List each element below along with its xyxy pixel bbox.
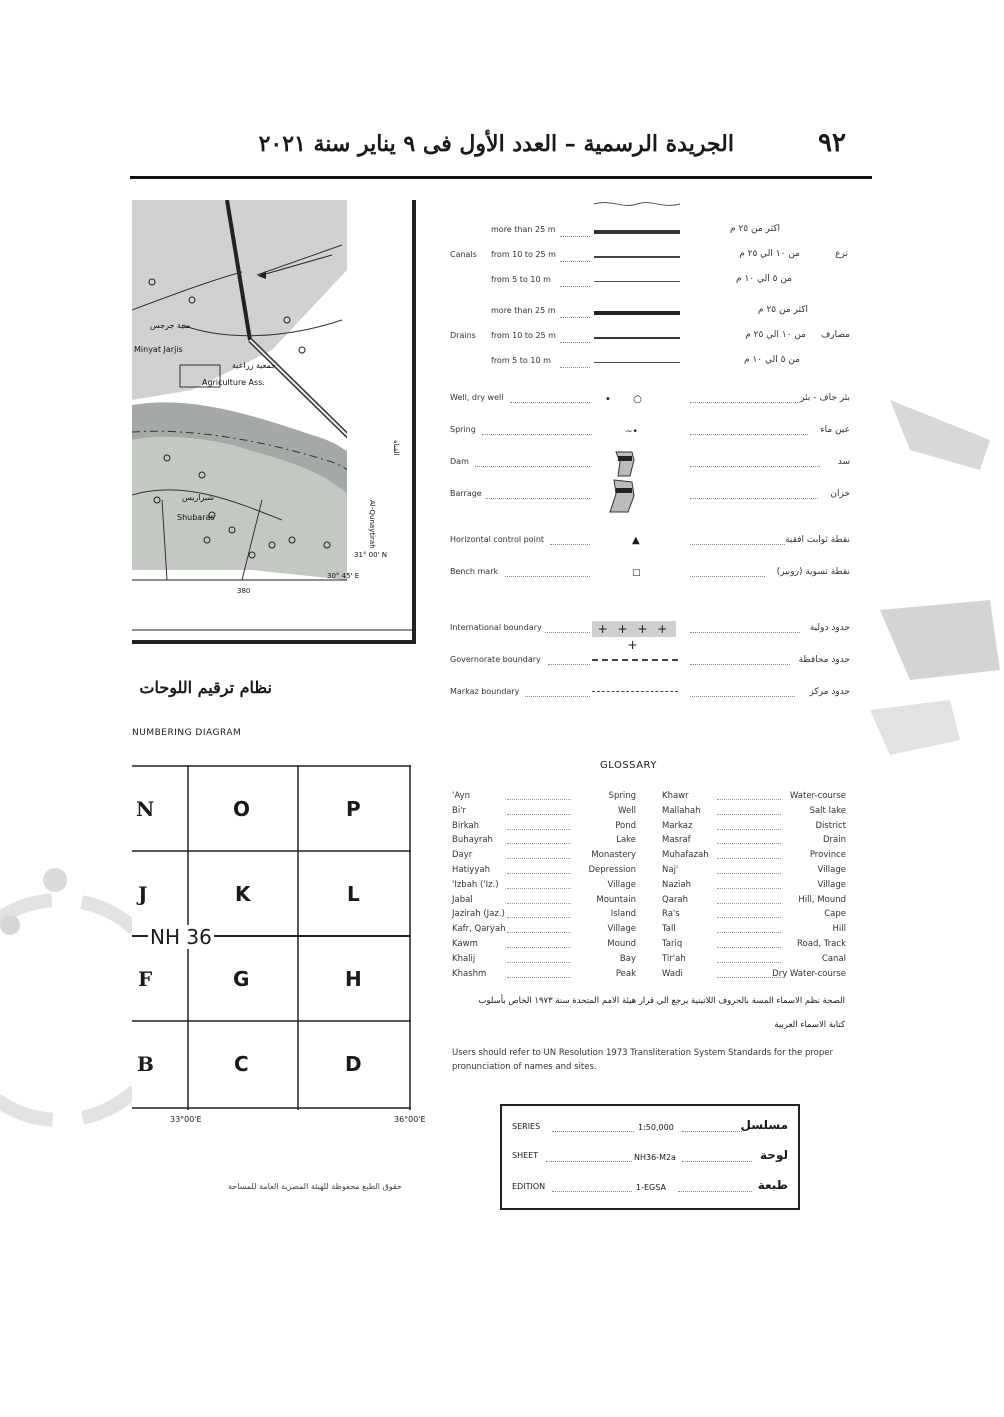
- legend-barrage-en: Barrage: [450, 489, 482, 498]
- watermark-left-logo: [0, 860, 132, 1160]
- legend-canal-2-ar: من ١٠ الي ٢٥ م: [739, 249, 800, 259]
- map-lat-label: 31° 00' N: [354, 551, 387, 559]
- grid-cell-c: C: [234, 1052, 249, 1076]
- glossary-meaning: Village: [607, 879, 636, 890]
- glossary-meaning: Depression: [588, 865, 636, 875]
- numbering-title: نظام ترقيم اللوحات: [139, 678, 272, 697]
- map-label-qunaytirah-en: Al-Qunaytirah: [368, 500, 376, 549]
- sheet-label-ar: لوحة: [760, 1148, 788, 1162]
- glossary-term: Bi'r: [452, 805, 467, 816]
- glossary-meaning: Village: [817, 879, 846, 890]
- glossary-meaning: Bay: [619, 953, 636, 964]
- glossary-meaning: Road, Track: [797, 939, 846, 949]
- glossary-term: Jabal: [452, 894, 473, 905]
- legend-spring-ar: عين ماء: [820, 425, 850, 435]
- legend-control-point-en: Horizontal control point: [450, 535, 545, 544]
- glossary-meaning: Salt lake: [809, 805, 846, 816]
- map-label-shubaras-en: Shubaras: [177, 513, 215, 522]
- legend-drain-thin-line: [594, 362, 680, 363]
- leader-dots: [560, 261, 590, 262]
- legend-intl-boundary-en: International boundary: [450, 623, 542, 632]
- legend-canal-thin-line: [594, 281, 680, 282]
- barrage-symbol-icon: [606, 478, 638, 514]
- leader-dots: [545, 632, 590, 633]
- glossary-meaning: Lake: [616, 835, 636, 846]
- glossary-term: Birkah: [452, 820, 480, 831]
- glossary-meaning: Peak: [615, 968, 636, 979]
- numbering-subtitle: NUMBERING DIAGRAM: [132, 728, 242, 738]
- map-label-agric-ar: جمعية زراعية: [232, 361, 277, 370]
- leader-dots: [546, 1161, 632, 1162]
- legend-canal-1-ar: اكثر من ٢٥ م: [730, 224, 780, 234]
- map-label-minyat-ar: منية جرجس: [150, 321, 191, 330]
- legend-drains-group: Drains: [450, 331, 476, 340]
- leader-dots: [550, 544, 590, 545]
- glossary-term: Tariq: [662, 939, 683, 949]
- grid-lon-right: 36°00'E: [394, 1115, 426, 1124]
- glossary-term: Muhafazah: [662, 850, 709, 861]
- leader-dots: [560, 342, 590, 343]
- glossary-term: Khalij: [452, 953, 476, 964]
- glossary-term: Khawr: [662, 791, 689, 801]
- grid-cell-l: L: [347, 882, 360, 906]
- grid-lon-left: 33°00'E: [170, 1115, 202, 1124]
- glossary-term: Naj': [662, 865, 679, 875]
- gov-boundary-symbol: [592, 659, 678, 661]
- grid-cell-p: P: [346, 797, 361, 821]
- leader-dots: [505, 576, 590, 577]
- header-rule: [130, 176, 872, 179]
- numbering-grid: [132, 765, 412, 1110]
- legend-gov-boundary-ar: حدود محافظة: [798, 655, 850, 665]
- intl-boundary-symbol: + + + + +: [592, 621, 676, 637]
- map-label-minyat-en: Minyat Jarjis: [134, 345, 183, 354]
- leader-dots: [682, 1131, 742, 1132]
- glossary-term: 'Izbah ('Iz.): [452, 879, 499, 890]
- leader-dots: [552, 1131, 634, 1132]
- legend-watercourse-symbol: [592, 196, 682, 210]
- glossary-term: Khashm: [452, 968, 487, 979]
- legend-well-en: Well, dry well: [450, 393, 504, 402]
- legend-drains-group-ar: مصارف: [820, 330, 850, 340]
- legend-canal-3-ar: من ٥ الي ١٠ م: [736, 274, 792, 284]
- glossary-term: Masraf: [662, 835, 691, 846]
- edition-label: EDITION: [512, 1182, 546, 1191]
- grid-sheet-name: NH 36: [150, 925, 212, 949]
- edition-value: 1-EGSA: [636, 1183, 666, 1192]
- leader-dots: [510, 402, 590, 403]
- series-value: 1:50,000: [638, 1123, 674, 1132]
- legend-bench-mark-en: Bench mark: [450, 567, 499, 576]
- legend-drain-2-en: from 10 to 25 m: [491, 331, 556, 340]
- map-lon-label: 30° 45' E: [327, 572, 360, 580]
- map-label-agric-en: Agriculture Ass.: [202, 378, 265, 387]
- glossary-meaning: Drain: [823, 835, 846, 846]
- legend-markaz-boundary-ar: حدود مركز: [809, 687, 850, 697]
- leader-dots: [552, 1191, 632, 1192]
- glossary-note-ar-2: كتابة الاسماء العربية: [774, 1020, 845, 1030]
- glossary-meaning: Island: [610, 909, 636, 920]
- legend-canals-group: Canals: [450, 250, 477, 259]
- markaz-boundary-symbol: [592, 691, 678, 692]
- glossary-term: Kawm: [452, 939, 478, 949]
- glossary-term: Kafr, Qaryah: [452, 924, 506, 935]
- glossary-title: GLOSSARY: [600, 760, 657, 771]
- leader-dots: [525, 696, 590, 697]
- map-grid-ref: 380: [237, 587, 251, 595]
- series-label-ar: مسلسل: [740, 1118, 788, 1132]
- legend-drain-2-ar: من ١٠ الي ٢٥ م: [745, 330, 806, 340]
- glossary-meaning: Water-course: [789, 791, 846, 801]
- map-drawing: [132, 200, 412, 640]
- leader-dots: [475, 466, 590, 467]
- glossary-term: Tall: [662, 924, 676, 935]
- legend-canal-wide-line: [594, 230, 680, 234]
- legend-canal-2-en: from 10 to 25 m: [491, 250, 556, 259]
- leader-dots: [560, 286, 590, 287]
- map-label-qunaytirah-ar: القناة: [392, 440, 400, 456]
- glossary-term: Mallahah: [662, 805, 701, 816]
- legend-dam-ar: سد: [837, 457, 850, 467]
- legend-markaz-boundary-en: Markaz boundary: [450, 687, 520, 696]
- legend-dam-en: Dam: [450, 457, 469, 466]
- legend-drain-3-ar: من ٥ الي ١٠ م: [744, 355, 800, 365]
- glossary-meaning: Well: [618, 805, 636, 816]
- edition-label-ar: طبعة: [757, 1178, 788, 1192]
- dam-symbol-icon: [612, 450, 638, 478]
- leader-dots: [548, 664, 590, 665]
- grid-cell-n: N: [136, 797, 155, 821]
- grid-cell-f: F: [138, 967, 153, 991]
- leader-dots: [560, 317, 590, 318]
- glossary-term: Qarah: [662, 894, 688, 905]
- page-number: ٩٢: [818, 128, 846, 158]
- grid-cell-o: O: [233, 797, 251, 821]
- glossary-meaning: Mound: [607, 939, 636, 949]
- grid-cell-g: G: [233, 967, 250, 991]
- gazette-title: الجريدة الرسمية – العدد الأول فى ٩ يناير سنة ٢٠٢١: [258, 131, 734, 157]
- glossary-term: Dayr: [452, 850, 473, 861]
- glossary-meaning: Hill: [832, 924, 846, 935]
- glossary-meaning: District: [815, 820, 846, 831]
- glossary-meaning: Canal: [821, 953, 846, 964]
- glossary-term: Markaz: [662, 820, 693, 831]
- glossary-term: Ra's: [662, 909, 680, 920]
- bench-mark-icon: □: [632, 568, 641, 578]
- watermark-right-logo: [870, 380, 1004, 760]
- copyright-note: حقوق الطبع محفوظة للهيئة المصرية العامة للمساحة: [228, 1182, 402, 1191]
- glossary-meaning: Cape: [824, 909, 846, 920]
- leader-dots: [482, 434, 592, 435]
- legend-canals-group-ar: ترع: [835, 249, 848, 259]
- well-symbol-icon: • ○: [605, 394, 642, 405]
- grid-cell-d: D: [345, 1052, 362, 1076]
- map-excerpt: [132, 200, 416, 644]
- grid-cell-b: B: [137, 1052, 154, 1076]
- leader-dots: [560, 367, 590, 368]
- grid-cell-k: K: [235, 882, 251, 906]
- glossary-note-en: Users should refer to UN Resolution 1973 Transliteration System Standards for the proper pronunciation of names and sites.: [452, 1048, 833, 1072]
- glossary-note-ar-1: الصحة نظم الاسماء المسة بالحروف اللاتينية يرجع الي قرار هيئة الامم المتحدة سنة ١٩٧٣ الخاص بأسلوب: [478, 996, 845, 1006]
- glossary-meaning: Dry Water-course: [772, 968, 846, 979]
- glossary-meaning: Village: [607, 924, 636, 935]
- legend-canal-3-en: from 5 to 10 m: [491, 275, 551, 284]
- sheet-value: NH36-M2a: [634, 1153, 676, 1162]
- glossary-term: Jazirah (Jaz.): [452, 909, 505, 920]
- glossary-meaning: Mountain: [596, 894, 636, 905]
- leader-dots: [485, 498, 590, 499]
- glossary-term: Tir'ah: [662, 953, 686, 964]
- glossary-meaning: Pond: [615, 820, 636, 831]
- series-info-box: [500, 1104, 800, 1210]
- glossary-meaning: Village: [817, 865, 846, 875]
- glossary-term: Naziah: [662, 879, 691, 890]
- glossary-meaning: Province: [809, 850, 846, 861]
- glossary-term: Wadi: [662, 968, 683, 979]
- glossary-term: Hatiyyah: [452, 865, 490, 875]
- legend-well-ar: بئر جاف - بئر: [800, 393, 850, 403]
- grid-cell-j: J: [138, 882, 148, 906]
- legend-control-point-ar: نقطة ثوابت افقية: [785, 535, 850, 545]
- glossary-term: Buhayrah: [452, 835, 493, 846]
- legend-drain-1-en: more than 25 m: [491, 306, 556, 315]
- legend-gov-boundary-en: Governorate boundary: [450, 655, 541, 664]
- glossary-meaning: Monastery: [591, 850, 636, 861]
- spring-symbol-icon: ~•: [625, 427, 638, 437]
- legend-drain-1-ar: اكثر من ٢٥ م: [758, 305, 808, 315]
- glossary-meaning: Spring: [608, 791, 636, 801]
- glossary-meaning: Hill, Mound: [798, 894, 846, 905]
- leader-dots: [560, 236, 590, 237]
- sheet-label: SHEET: [512, 1151, 539, 1160]
- legend-canal-mid-line: [594, 256, 680, 258]
- map-label-shubaras-ar: شبراريس: [182, 493, 215, 502]
- legend-bench-mark-ar: نقطة تسوية (روبير): [776, 567, 850, 577]
- legend-canal-1-en: more than 25 m: [491, 225, 556, 234]
- grid-cell-h: H: [345, 967, 362, 991]
- legend-drain-3-en: from 5 to 10 m: [491, 356, 551, 365]
- legend-drain-wide-line: [594, 311, 680, 315]
- legend-drain-mid-line: [594, 337, 680, 339]
- series-label: SERIES: [512, 1122, 541, 1131]
- legend-barrage-ar: خزان: [830, 489, 850, 499]
- legend-intl-boundary-ar: حدود دولية: [809, 623, 850, 633]
- control-point-icon: ▲: [632, 535, 640, 546]
- legend-spring-en: Spring: [450, 425, 476, 434]
- glossary-term: 'Ayn: [452, 791, 470, 801]
